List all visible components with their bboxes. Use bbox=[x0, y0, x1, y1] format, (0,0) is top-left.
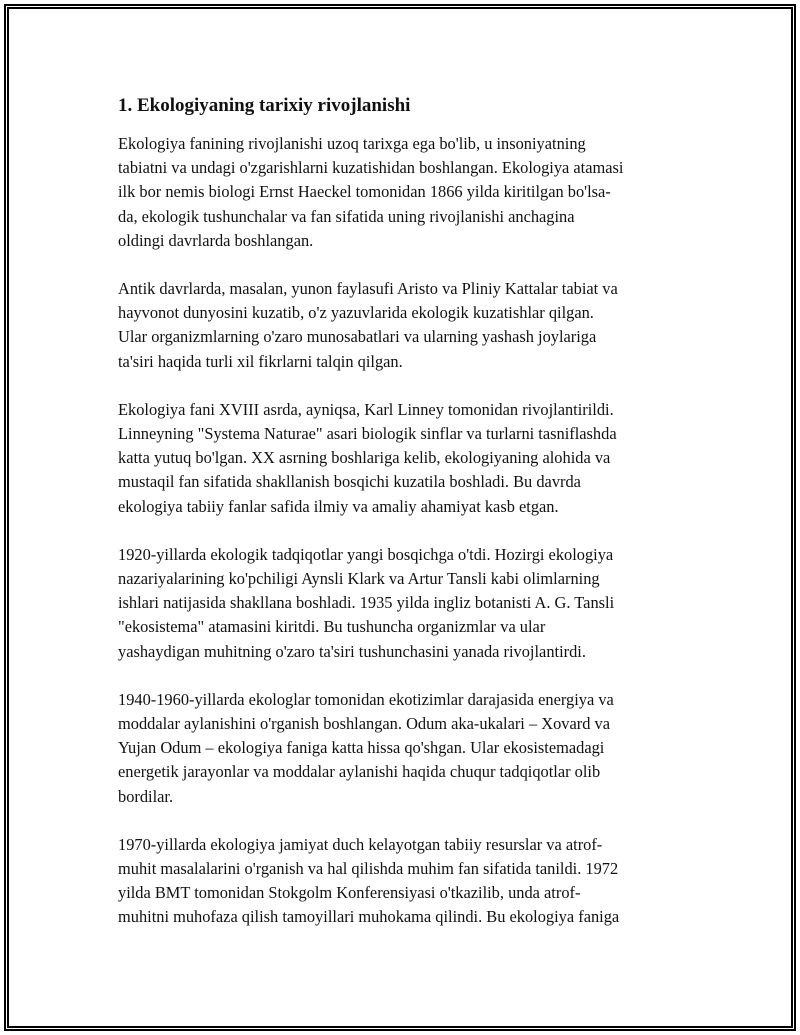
paragraph-line: Ekologiya fanining rivojlanishi uzoq tarixga ega bo'lib, u insoniyatning bbox=[118, 134, 586, 153]
paragraph-line: energetik jarayonlar va moddalar aylanishi haqida chuqur tadqiqotlar olib bbox=[118, 762, 601, 782]
paragraph-line: ishlari natijasida shakllana boshladi. 1935 yilda ingliz botanisti A. G. Tansli bbox=[118, 593, 615, 613]
paragraph-line: Linneyning "Systema Naturae" asari biologik sinflar va turlarni tasniflashda bbox=[118, 424, 617, 444]
paragraph-line: moddalar aylanishini o'rganish boshlangan. Odum aka-ukalari – Xovard va bbox=[118, 714, 610, 734]
paragraph-line: 1920-yillarda ekologik tadqiqotlar yangi bosqichga o'tdi. Hozirgi ekologiya bbox=[118, 544, 614, 564]
section-heading: 1. Ekologiyaning tarixiy rivojlanishi bbox=[118, 95, 411, 116]
paragraph-4 bbox=[118, 543, 688, 664]
document-body bbox=[118, 94, 688, 954]
paragraph-line: Antik davrlarda, masalan, yunon faylasufi Aristo va Pliniy Kattalar tabiat va bbox=[118, 279, 618, 299]
paragraph-line: nazariyalarining ko'pchiligi Aynsli Klark va Artur Tansli kabi olimlarning bbox=[118, 569, 600, 589]
paragraph-line: katta yutuq bo'lgan. XX asrning boshlariga kelib, ekologiyaning alohida va bbox=[118, 448, 611, 468]
paragraph-5 bbox=[118, 688, 688, 809]
paragraph-line: tabiatni va undagi o'zgarishlarni kuzatishidan boshlangan. Ekologiya atamasi bbox=[118, 158, 624, 178]
paragraph-line: yilda BMT tomonidan Stokgolm Konferensiyasi o'tkazilib, unda atrof- bbox=[118, 883, 581, 903]
paragraph-line: muhitni muhofaza qilish tamoyillari muhokama qilindi. Bu ekologiya faniga bbox=[118, 907, 620, 927]
paragraph-line: ta'siri haqida turli xil fikrlarni talqin qilgan. bbox=[118, 351, 403, 371]
paragraph-line: da, ekologik tushunchalar va fan sifatida uning rivojlanishi anchagina bbox=[118, 206, 575, 226]
paragraph-line: oldingi davrlarda boshlangan. bbox=[118, 230, 314, 250]
paragraph-1 bbox=[118, 132, 688, 253]
paragraph-line: bordilar. bbox=[118, 786, 174, 806]
paragraph-line: ekologiya tabiiy fanlar safida ilmiy va amaliy ahamiyat kasb etgan. bbox=[118, 496, 559, 516]
paragraph-line: 1940-1960-yillarda ekologlar tomonidan ekotizimlar darajasida energiya va bbox=[118, 689, 614, 709]
paragraph-3 bbox=[118, 398, 688, 519]
paragraph-line: 1970-yillarda ekologiya jamiyat duch kelayotgan tabiiy resurslar va atrof- bbox=[118, 834, 603, 854]
paragraph-6 bbox=[118, 833, 688, 930]
paragraph-line: Ekologiya fani XVIII asrda, ayniqsa, Karl Linney tomonidan rivojlantirildi. bbox=[118, 399, 614, 419]
paragraph-line: "ekosistema" atamasini kiritdi. Bu tushuncha organizmlar va ular bbox=[118, 617, 546, 637]
paragraph-line: Yujan Odum – ekologiya faniga katta hissa qo'shgan. Ular ekosistemadagi bbox=[118, 738, 605, 758]
paragraph-line: hayvonot dunyosini kuzatib, o'z yazuvlarida ekologik kuzatishlar qilgan. bbox=[118, 303, 594, 323]
paragraph-line: Ular organizmlarning o'zaro munosabatlari va ularning yashash joylariga bbox=[118, 327, 597, 347]
paragraph-2 bbox=[118, 277, 688, 374]
paragraph-line: ilk bor nemis biologi Ernst Haeckel tomonidan 1866 yilda kiritilgan bo'lsa- bbox=[118, 182, 611, 202]
paragraph-line: yashaydigan muhitning o'zaro ta'siri tushunchasini yanada rivojlantirdi. bbox=[118, 641, 586, 661]
paragraph-line: muhit masalalarini o'rganish va hal qilishda muhim fan sifatida tanildi. 1972 bbox=[118, 859, 619, 879]
paragraph-line: mustaqil fan sifatida shakllanish bosqichi kuzatila boshladi. Bu davrda bbox=[118, 472, 581, 492]
